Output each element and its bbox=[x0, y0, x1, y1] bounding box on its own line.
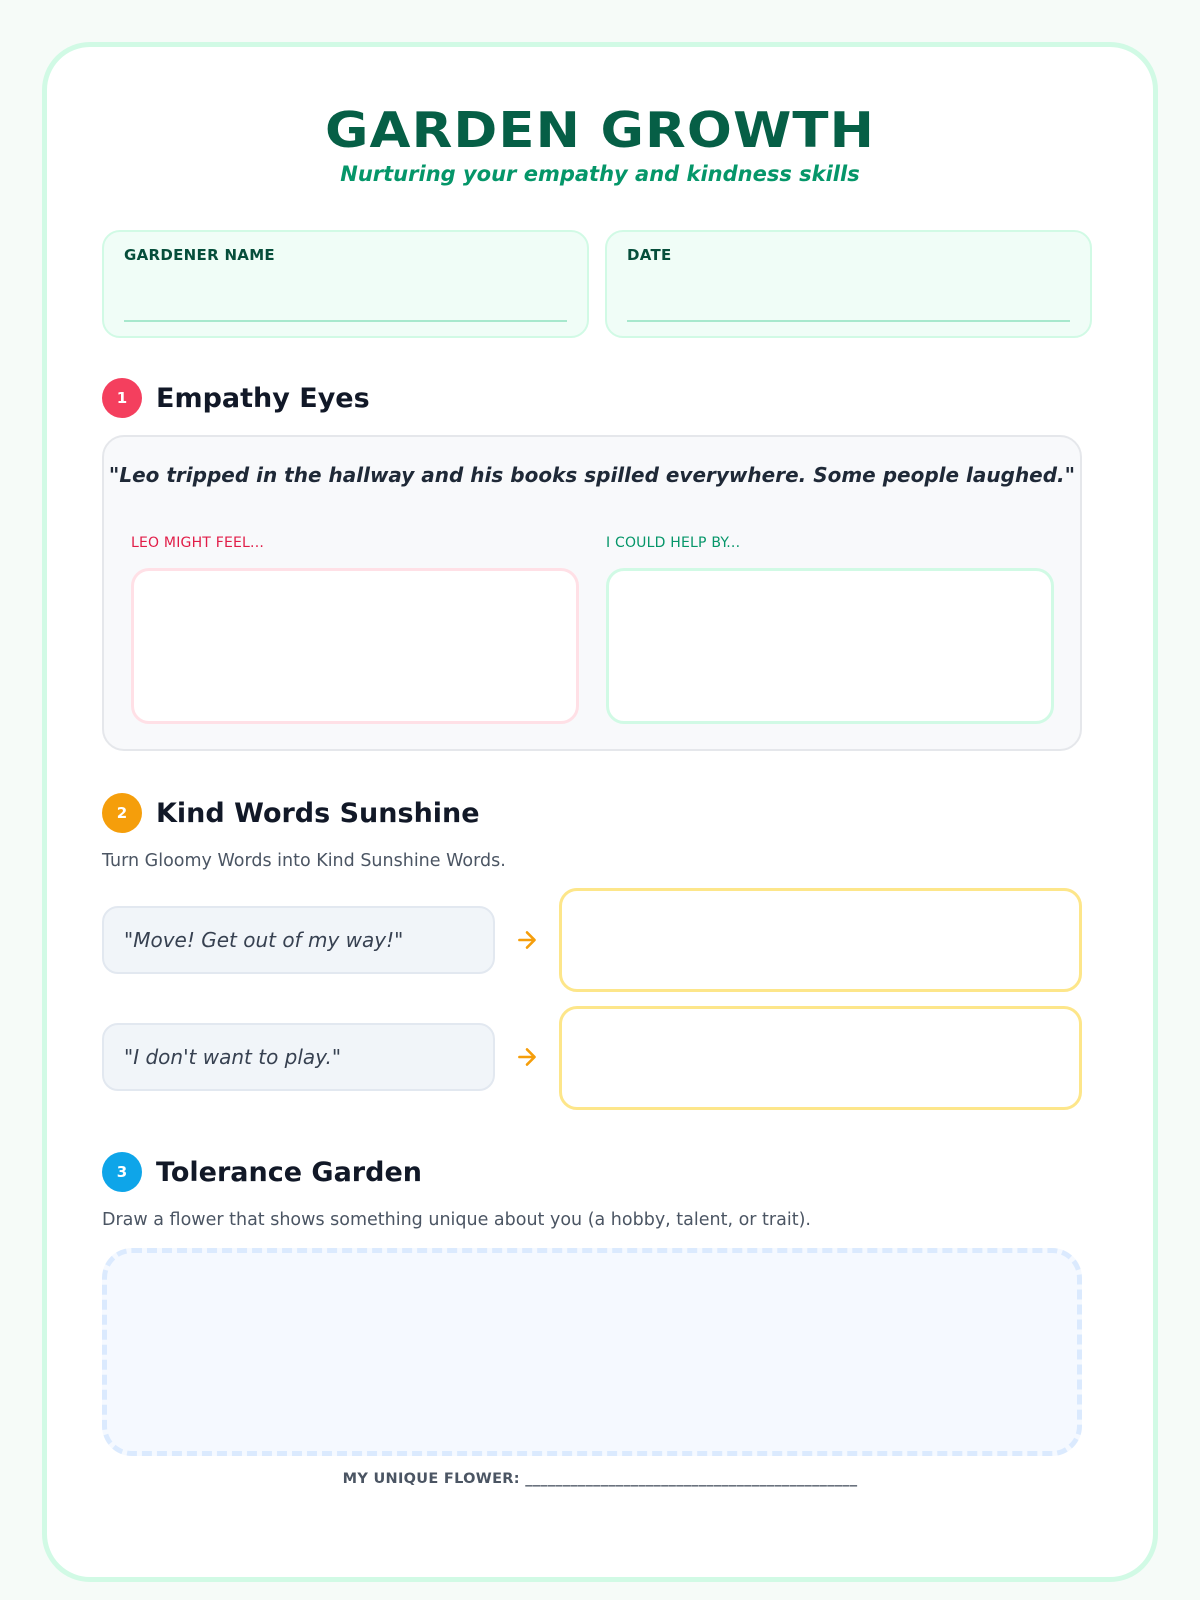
page-subtitle: Nurturing your empathy and kindness skills bbox=[340, 162, 860, 186]
feel-answer-box[interactable] bbox=[131, 568, 579, 724]
kind-words-answer-box[interactable] bbox=[559, 888, 1082, 992]
page-title: GARDEN GROWTH bbox=[325, 102, 875, 159]
arrow-right-icon bbox=[514, 1044, 540, 1070]
gardener-name-field[interactable] bbox=[102, 230, 589, 338]
gardener-name-label: GARDENER NAME bbox=[124, 246, 275, 264]
section-title: Kind Words Sunshine bbox=[156, 797, 480, 829]
gardener-name-line bbox=[124, 320, 567, 322]
section-title: Empathy Eyes bbox=[156, 382, 370, 414]
section-tolerance-header bbox=[102, 1152, 422, 1192]
unique-flower-caption: MY UNIQUE FLOWER: ____________________________________________ bbox=[342, 1471, 858, 1487]
gloomy-phrase: "I don't want to play." bbox=[102, 1023, 495, 1091]
worksheet bbox=[42, 42, 1158, 1582]
scenario-quote: "Leo tripped in the hallway and his books spilled everywhere. Some people laughed." bbox=[108, 463, 1076, 487]
section-number-badge: 3 bbox=[102, 1152, 142, 1192]
flower-drawing-area[interactable] bbox=[102, 1248, 1082, 1456]
section-empathy-header bbox=[102, 378, 370, 418]
date-line bbox=[627, 320, 1070, 322]
gloomy-phrase: "Move! Get out of my way!" bbox=[102, 906, 495, 974]
help-label: I COULD HELP BY... bbox=[606, 535, 741, 551]
section-description: Draw a flower that shows something unique about you (a hobby, talent, or trait). bbox=[102, 1210, 811, 1230]
section-kind-words-header bbox=[102, 793, 480, 833]
date-field[interactable] bbox=[605, 230, 1092, 338]
arrow-right-icon bbox=[514, 927, 540, 953]
section-number-badge: 2 bbox=[102, 793, 142, 833]
feel-label: LEO MIGHT FEEL... bbox=[131, 535, 264, 551]
empathy-scenario-card bbox=[102, 435, 1082, 751]
kind-words-answer-box[interactable] bbox=[559, 1006, 1082, 1110]
date-label: DATE bbox=[627, 246, 672, 264]
section-number-badge: 1 bbox=[102, 378, 142, 418]
help-answer-box[interactable] bbox=[606, 568, 1054, 724]
section-title: Tolerance Garden bbox=[156, 1156, 422, 1188]
section-description: Turn Gloomy Words into Kind Sunshine Words. bbox=[102, 851, 506, 871]
